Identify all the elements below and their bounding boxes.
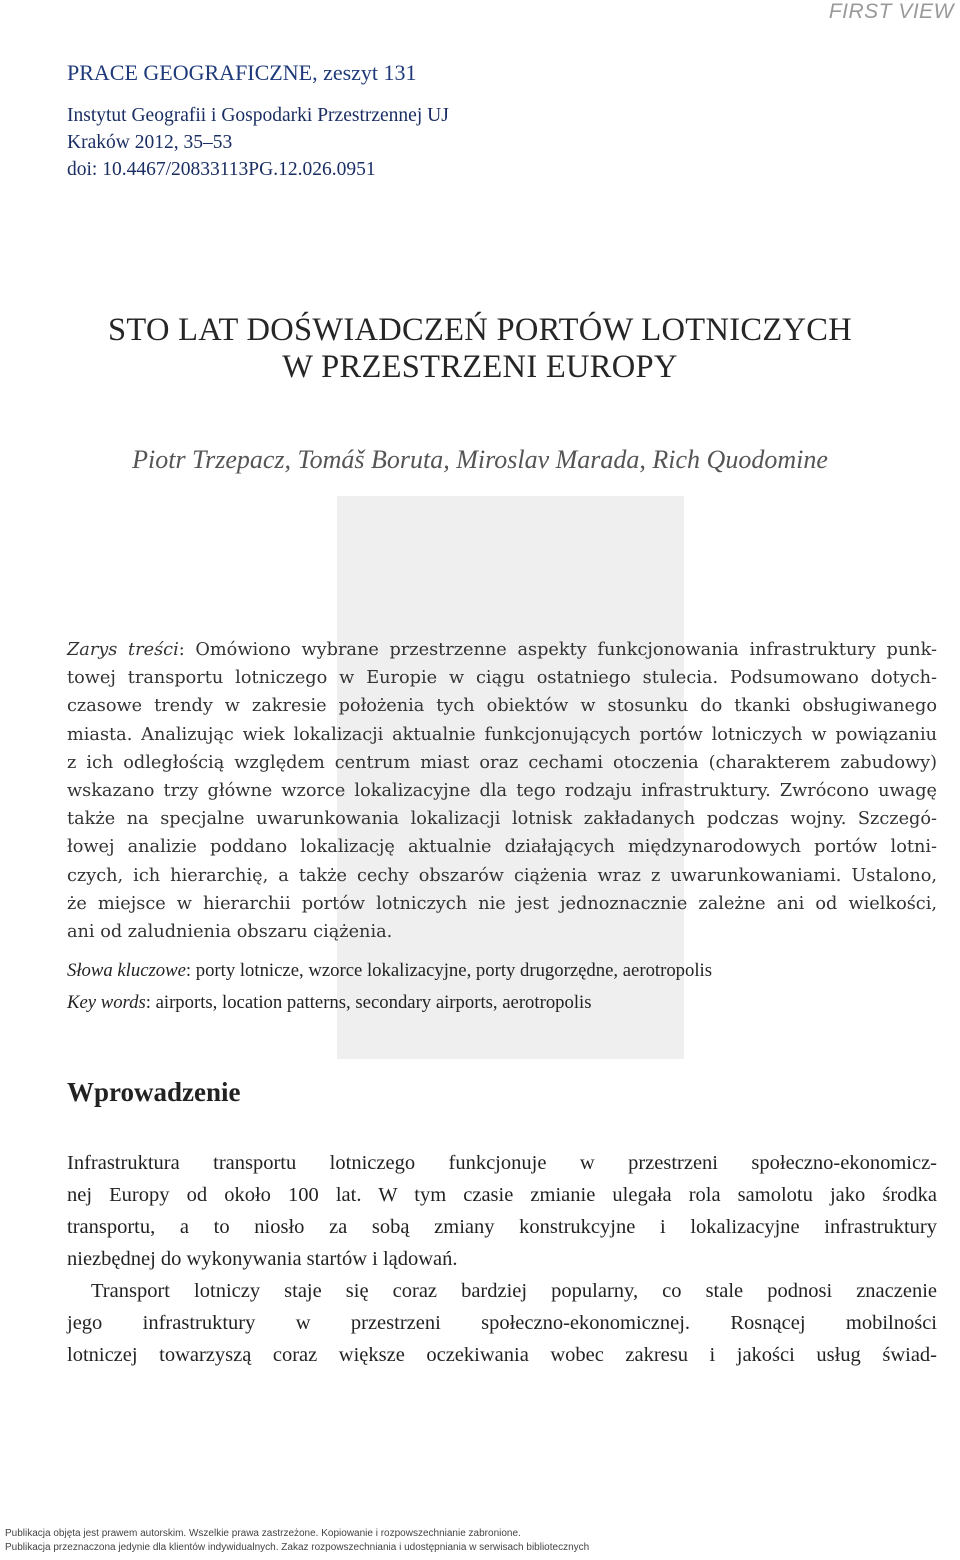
- copyright-footer-line-2: Publikacja przeznaczona jedynie dla klientów indywidualnych. Zakaz rozpowszechniania i udostępniania w serwisach bibliotecznych: [5, 1542, 590, 1553]
- abstract-line: także na specjalne uwarunkowania lokalizacji lotnisk zakładanych podczas wojny. Szczegó-: [67, 809, 937, 830]
- authors: Piotr Trzepacz, Tomáš Boruta, Miroslav Marada, Rich Quodomine: [132, 445, 828, 474]
- abstract-line: wskazano trzy główne wzorce lokalizacyjne dla tego rodzaju infrastruktury. Zwrócono uwagę: [67, 781, 937, 802]
- section-heading: Wprowadzenie: [67, 1077, 241, 1107]
- abstract-line: czasowe trendy w zakresie położenia tych obiektów w stosunku do tkanki obsługiwanego: [67, 696, 937, 717]
- abstract-line: miasta. Analizując wiek lokalizacji aktualnie funkcjonujących portów lotniczych w powiązaniu: [67, 724, 937, 745]
- abstract-label: Zarys treści: [67, 640, 179, 660]
- abstract-line: z ich odległością względem centrum miast oraz cechami otoczenia (charakterem zabudowy): [67, 752, 937, 773]
- paragraph-line: lotniczej towarzyszą coraz większe oczekiwania wobec zakresu i jakości usług świad-: [67, 1344, 937, 1366]
- abstract-line: że miejsce w hierarchii portów lotniczych nie jest jednoznacznie zależne ani od wielkości,: [67, 893, 937, 914]
- keywords-english-text: : airports, location patterns, secondary airports, aerotropolis: [145, 992, 592, 1013]
- abstract-line: ani od zaludnienia obszaru ciążenia.: [67, 922, 393, 943]
- first-view-watermark: FIRST VIEW: [828, 0, 954, 23]
- paragraph-line: transportu, a to niosło za sobą zmiany konstrukcyjne i lokalizacyjne infrastruktury: [67, 1216, 937, 1238]
- doi-line: doi: 10.4467/20833113PG.12.026.0951: [67, 159, 376, 180]
- paragraph-line: niezbędnej do wykonywania startów i lądowań.: [67, 1248, 458, 1270]
- article-title-line-2: W PRZESTRZENI EUROPY: [282, 349, 678, 385]
- copyright-footer-line-1: Publikacja objęta jest prawem autorskim. Wszelkie prawa zastrzeżone. Kopiowanie i rozpowszechnianie zabronione.: [5, 1528, 521, 1539]
- keywords-english: [67, 992, 592, 1014]
- article-title-line-1: STO LAT DOŚWIADCZEŃ PORTÓW LOTNICZYCH: [108, 312, 852, 348]
- place-year-line: Kraków 2012, 35–53: [67, 132, 233, 153]
- paragraph-line: Transport lotniczy staje się coraz bardziej popularny, co stale podnosi znaczenie: [91, 1280, 937, 1302]
- abstract-line: Zarys treści: Omówiono wybrane przestrzenne aspekty funkcjonowania infrastruktury punk-: [67, 640, 937, 660]
- paragraph-line: Infrastruktura transportu lotniczego funkcjonuje w przestrzeni społeczno-ekonomicz-: [67, 1152, 937, 1174]
- keywords-english-label: Key words: [67, 992, 146, 1013]
- paragraph-line: nej Europy od około 100 lat. W tym czasie zmianie ulegała rola samolotu jako środka: [67, 1184, 937, 1206]
- keywords-polish: [67, 960, 712, 982]
- keywords-polish-label: Słowa kluczowe: [67, 960, 186, 981]
- institute-line: Instytut Geografii i Gospodarki Przestrzennej UJ: [67, 105, 449, 126]
- abstract: [67, 636, 937, 946]
- journal-title: PRACE GEOGRAFICZNE, zeszyt 131: [67, 60, 417, 85]
- paragraph-1: [67, 1147, 937, 1275]
- abstract-line: łowej analizie poddano lokalizację aktualnie działających międzynarodowych portów lotni-: [67, 837, 937, 858]
- abstract-line: czych, ich hierarchię, a także cechy obszarów ciążenia wraz z uwarunkowaniami. Ustalono,: [67, 865, 937, 886]
- keywords-polish-text: : porty lotnicze, wzorce lokalizacyjne, porty drugorzędne, aerotropolis: [185, 960, 713, 981]
- abstract-line: towej transportu lotniczego w Europie w ciągu ostatniego stulecia. Podsumowano dotych-: [67, 668, 937, 689]
- paragraph-line: jego infrastruktury w przestrzeni społeczno-ekonomicznej. Rosnącej mobilności: [67, 1312, 937, 1334]
- paragraph-2: [67, 1275, 937, 1371]
